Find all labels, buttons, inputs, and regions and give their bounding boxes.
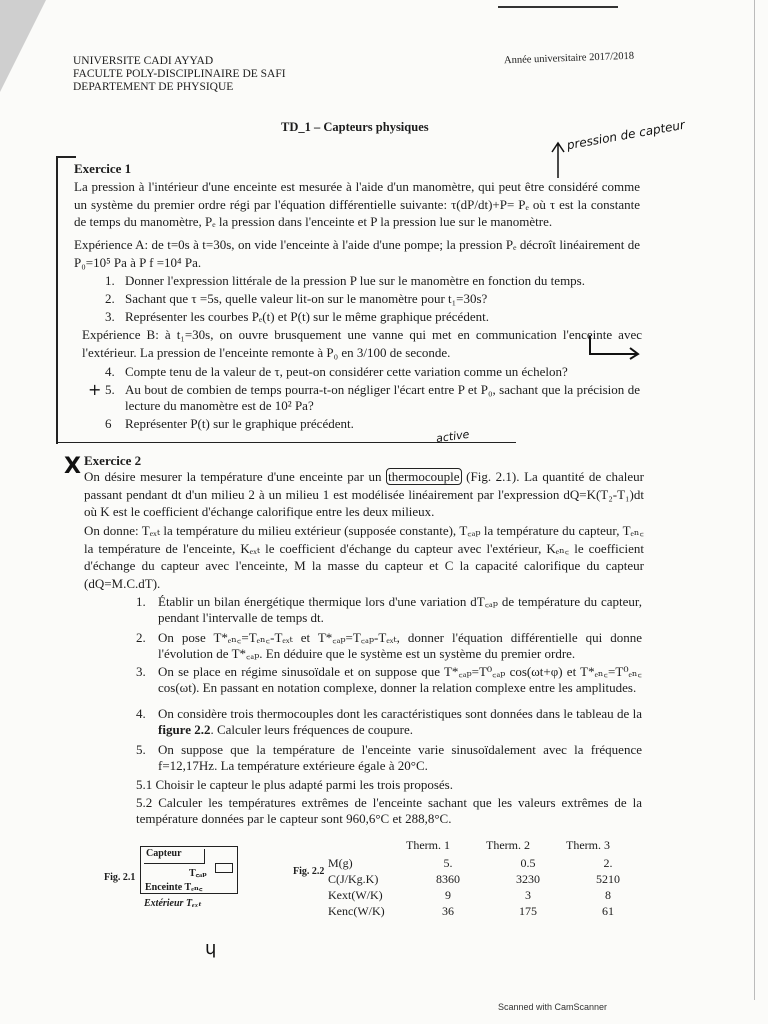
capteur-label: Capteur xyxy=(146,848,182,859)
thermocouple-word: thermocouple xyxy=(388,469,460,484)
table-cell: 8360 xyxy=(436,872,460,886)
tcap-label: T꜀ₐₚ xyxy=(189,868,208,879)
table-header-therm-2: Therm. 2 xyxy=(486,838,530,852)
exercise2-q5-2: 5.2 Calculer les températures extrêmes de l'enceinte sachant que les valeurs extrêmes de la température données par le capteur sont 960,6°C et 288,8°C. xyxy=(136,795,642,826)
q-num: 2. xyxy=(136,630,146,645)
table-row-label: M(g) xyxy=(328,856,353,870)
top-pen-line xyxy=(498,6,618,8)
q-num: 5. xyxy=(136,742,146,757)
exercise2-title: Exercice 2 xyxy=(84,453,142,468)
table-row-label: C(J/Kg.K) xyxy=(328,872,379,886)
handwritten-x-mark: X xyxy=(64,454,81,479)
table-cell: 5210 xyxy=(596,872,620,886)
sensor-icon xyxy=(215,863,233,873)
exercise1-q3: Représenter les courbes Pₑ(t) et P(t) sur le même graphique précédent. xyxy=(125,309,489,324)
q-num: 1. xyxy=(105,273,115,288)
exercise1-frame-top xyxy=(56,156,76,158)
q-num: 2. xyxy=(105,291,115,306)
exercise1-frame-left xyxy=(56,156,58,444)
fig-2-1-label: Fig. 2.1 xyxy=(104,872,136,883)
exercise2-q4-end: . Calculer leurs fréquences de coupure. xyxy=(210,722,413,737)
exercise1-experience-a: Expérience A: de t=0s à t=30s, on vide l'enceinte à l'aide d'une pompe; la pression Pₑ décroît linéairement de P₀=10⁵ Pa à P f =10⁴ Pa. xyxy=(74,237,640,270)
exterieur-label: Extérieur Tₑₓₜ xyxy=(144,898,202,909)
table-cell: 3230 xyxy=(516,872,540,886)
exercise1-q4: Compte tenu de la valeur de τ, peut-on considérer cette variation comme un échelon? xyxy=(125,364,568,379)
exercise2-q5-1: 5.1 Choisir le capteur le plus adapté parmi les trois proposés. xyxy=(136,777,453,792)
academic-year: Année universitaire 2017/2018 xyxy=(503,50,635,67)
exercise1-q2: Sachant que τ =5s, quelle valeur lit-on sur le manomètre pour t₁=30s? xyxy=(125,291,488,306)
page-fold-shadow xyxy=(0,0,46,92)
handwritten-note-pressure: pression de capteur xyxy=(565,117,686,153)
university-name: UNIVERSITE CADI AYYAD xyxy=(73,55,214,67)
q-num: 3. xyxy=(105,309,115,324)
exercise2-intro-start: On désire mesurer la température d'une enceinte par un xyxy=(84,469,387,484)
q-num: 3. xyxy=(136,664,146,679)
exercise2-intro-text xyxy=(84,468,644,521)
exercise2-given: On donne: Tₑₓₜ la température du milieu extérieur (supposée constante), T꜀ₐₚ la température du capteur, Tₑₙ꜀ la température de l'enceinte, Kₑₓₜ le coefficient d'échange du capteur avec l'extérieur, Kₑₙ꜀ le coefficient d'échange du capteur avec l'enceinte, M la masse du capteur et C la capacité calorifique du capteur (dQ=M.C.dT). xyxy=(84,523,644,591)
q-num: 5. xyxy=(105,382,115,397)
q-num: 4. xyxy=(105,364,115,379)
page-title: TD_1 – Capteurs physiques xyxy=(281,120,429,134)
table-header-therm-1: Therm. 1 xyxy=(406,838,450,852)
handwritten-plus-mark: + xyxy=(88,380,102,399)
table-cell: 175 xyxy=(519,904,537,918)
handwritten-step-icon xyxy=(588,330,644,360)
exercise2-q1: Établir un bilan énergétique thermique lors d'une variation dT꜀ₐₚ de température du capteur, pendant l'intervalle de temps dt. xyxy=(158,594,642,625)
exercise2-q5: On suppose que la température de l'enceinte varie sinusoïdalement avec la fréquence f=12,17Hz. La température extérieure égale à 20°C. xyxy=(158,742,642,773)
institution-header xyxy=(73,55,286,94)
table-header-therm-3: Therm. 3 xyxy=(566,838,610,852)
exercise1-q6: Représenter P(t) sur le graphique précédent. xyxy=(125,416,354,431)
q-num: 1. xyxy=(136,594,146,609)
table-cell: 2. xyxy=(603,856,613,870)
fig-2-2-label: Fig. 2.2 xyxy=(293,866,325,877)
handwritten-note-active: active xyxy=(435,427,471,446)
table-cell: 61 xyxy=(602,904,614,918)
page-edge xyxy=(754,0,755,1000)
handwritten-squiggle: ɥ xyxy=(205,938,217,959)
q-num: 6 xyxy=(105,416,112,431)
handwritten-arrow-icon xyxy=(548,140,568,180)
table-cell: 36 xyxy=(442,904,454,918)
q-num: 4. xyxy=(136,706,146,721)
enceinte-label: Enceinte Tₑₙ꜀ xyxy=(145,882,203,893)
table-cell: 3 xyxy=(525,888,531,902)
table-cell: 8 xyxy=(605,888,611,902)
exercise2-q4 xyxy=(158,706,642,738)
exercise1-experience-b: Expérience B: à t₁=30s, on ouvre brusquement une vanne qui met en communication l'enceinte avec l'extérieur. La pression de l'enceinte remonte à P₀ en 3/100 de seconde. xyxy=(82,327,642,360)
faculty-name: FACULTE POLY-DISCIPLINAIRE DE SAFI xyxy=(73,68,286,80)
exercise1-intro: La pression à l'intérieur d'une enceinte est mesurée à l'aide d'un manomètre, qui peut être considéré comme un système du premier ordre régi par l'équation différentielle suivante: τ(dP/dt)+P= Pₑ où τ est la constante de temps du manomètre, Pₑ la pression dans l'enceinte et P la pression lue sur le manomètre. xyxy=(74,179,640,229)
exercise2-q3: On se place en régime sinusoïdale et on suppose que T*꜀ₐₚ=T⁰꜀ₐₚ cos(ωt+φ) et T*ₑₙ꜀=T⁰ₑₙ꜀ cos(ωt). En passant en notation complexe, donner la relation complexe entre les amplitudes. xyxy=(158,664,642,695)
fig-2-1-diagram xyxy=(140,846,238,894)
exercise2-q4-start: On considère trois thermocouples dont les caractéristiques sont données dans le tableau de la xyxy=(158,706,642,721)
exercise2-q2: On pose T*ₑₙ꜀=Tₑₙ꜀-Tₑₓₜ et T*꜀ₐₚ=T꜀ₐₚ-Tₑₓₜ, donner l'équation différentielle qui donne l'évolution de T*꜀ₐₚ. En déduire que le système est un système du premier ordre. xyxy=(158,630,642,661)
exercise2-intro-end: (Fig. 2.1). La quantité de chaleur passant pendant dt d'un milieu 2 à un milieu 1 est modélisée linéairement par l'expression dQ=K(T₂-T₁)dt où K est le coefficient d'échange calorifique entre les deux milieux. xyxy=(84,469,644,519)
exercise1-q5: Au bout de combien de temps pourra-t-on négliger l'écart entre P et P₀, sachant que la précision de lecture du manomètre est de 10² Pa? xyxy=(125,382,640,413)
table-cell: 9 xyxy=(445,888,451,902)
table-row-label: Kenc(W/K) xyxy=(328,904,385,918)
exercise1-title: Exercice 1 xyxy=(74,161,132,176)
department-name: DEPARTEMENT DE PHYSIQUE xyxy=(73,81,234,93)
table-row-label: Kext(W/K) xyxy=(328,888,383,902)
scanner-watermark: Scanned with CamScanner xyxy=(498,1002,608,1012)
table-cell: 5. xyxy=(443,856,453,870)
table-cell: 0.5 xyxy=(520,856,536,870)
exercise1-q1: Donner l'expression littérale de la pression P lue sur le manomètre en fonction du temps. xyxy=(125,273,585,288)
figure-2-2-ref: figure 2.2 xyxy=(158,722,211,737)
